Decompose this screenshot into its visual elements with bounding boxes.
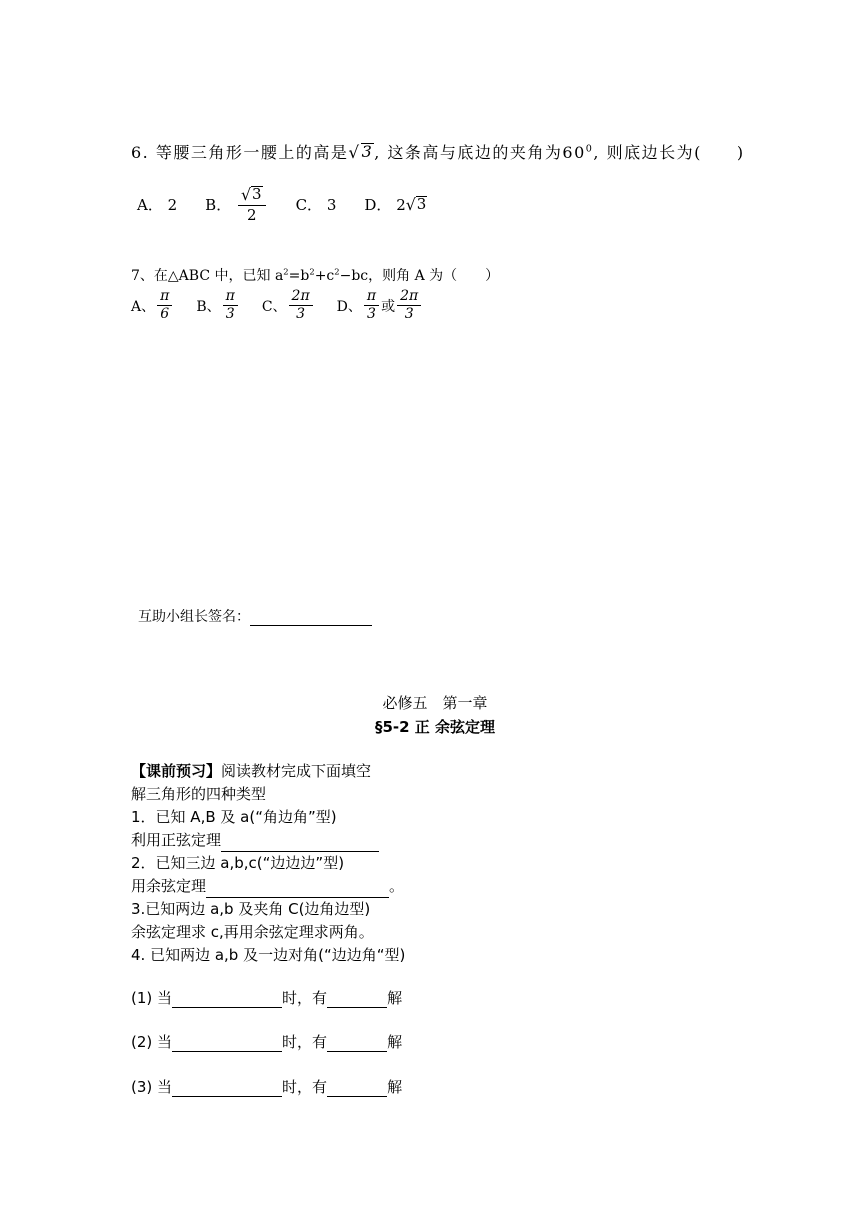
type-3-detail: 余弦定理求 c,再用余弦定理求两角。	[131, 923, 374, 941]
fraction: $\frac{\pi}{3}$	[364, 289, 379, 323]
type-3: 3.已知两边 a,b 及夹角 C(边角边型)	[131, 900, 371, 918]
signature-label: 互助小组长签名：	[138, 609, 250, 625]
chapter-title: 必修五 第一章	[382, 694, 488, 712]
fill-blank[interactable]	[206, 883, 389, 898]
fraction: $\frac{\pi}{6}$	[157, 289, 172, 323]
fill-blank[interactable]	[172, 1082, 282, 1097]
case-row: (2) 当 时，有 解	[131, 1033, 403, 1051]
fill-blank[interactable]	[221, 837, 379, 852]
preview-heading: 【课前预习】阅读教材完成下面填空	[131, 762, 372, 780]
q7-option-d: D、 $\frac{\pi}{3}$ 或 $\frac{2\pi}{3}$	[337, 289, 424, 323]
fill-blank[interactable]	[172, 993, 282, 1008]
signature-blank[interactable]	[250, 611, 372, 626]
q6-text-c: , 则底边长为( )	[593, 143, 745, 162]
q6-text-a: 6. 等腰三角形一腰上的高是	[131, 143, 349, 162]
type-1: 1．已知 A,B 及 a(“角边角”型)	[131, 808, 337, 826]
case-row: (3) 当 时，有 解	[131, 1078, 403, 1096]
type-1-fill: 利用正弦定理	[131, 829, 379, 852]
type-4: 4. 已知两边 a,b 及一边对角(“边边角“型)	[131, 946, 406, 964]
fill-blank[interactable]	[327, 993, 387, 1008]
q6-options	[137, 186, 455, 223]
section-title: §5-2 正 余弦定理	[374, 718, 496, 736]
fraction: √ 3 2	[238, 186, 266, 223]
question-6	[131, 140, 745, 163]
fill-blank[interactable]	[327, 1037, 387, 1052]
q7-options	[131, 289, 445, 323]
q6-text-b: , 这条高与底边的夹角为60	[374, 143, 586, 162]
type-2: 2．已知三边 a,b,c(“边边边”型)	[131, 854, 345, 872]
preview-intro: 解三角形的四种类型	[131, 785, 267, 803]
q6-option-c: C． 3	[295, 195, 337, 214]
type-2-fill: 用余弦定理 。	[131, 875, 404, 898]
fraction: $\frac{2\pi}{3}$	[289, 289, 313, 323]
q6-option-b: B． √ 3 2	[205, 186, 267, 223]
fraction: $\frac{\pi}{3}$	[223, 289, 238, 323]
question-7: 7、在△ABC 中，已知 $a^2=b^2+c^2-bc$，则角 A 为（ ）	[131, 266, 500, 284]
q6-option-a: A． 2	[137, 195, 178, 214]
signature-line	[138, 606, 372, 626]
sqrt-symbol: √ 3	[348, 142, 374, 162]
q6-superscript: 0	[585, 143, 594, 155]
fill-blank[interactable]	[327, 1082, 387, 1097]
q7-option-a: A、 $\frac{\pi}{6}$	[131, 289, 174, 323]
case-row: (1) 当 时，有 解	[131, 989, 403, 1007]
q6-option-d: D． 2 √ 3	[364, 195, 427, 215]
q7-option-c: C、 $\frac{2\pi}{3}$	[262, 289, 315, 323]
fill-blank[interactable]	[172, 1037, 282, 1052]
fraction: $\frac{2\pi}{3}$	[397, 289, 421, 323]
q7-option-b: B、 $\frac{\pi}{3}$	[196, 289, 240, 323]
